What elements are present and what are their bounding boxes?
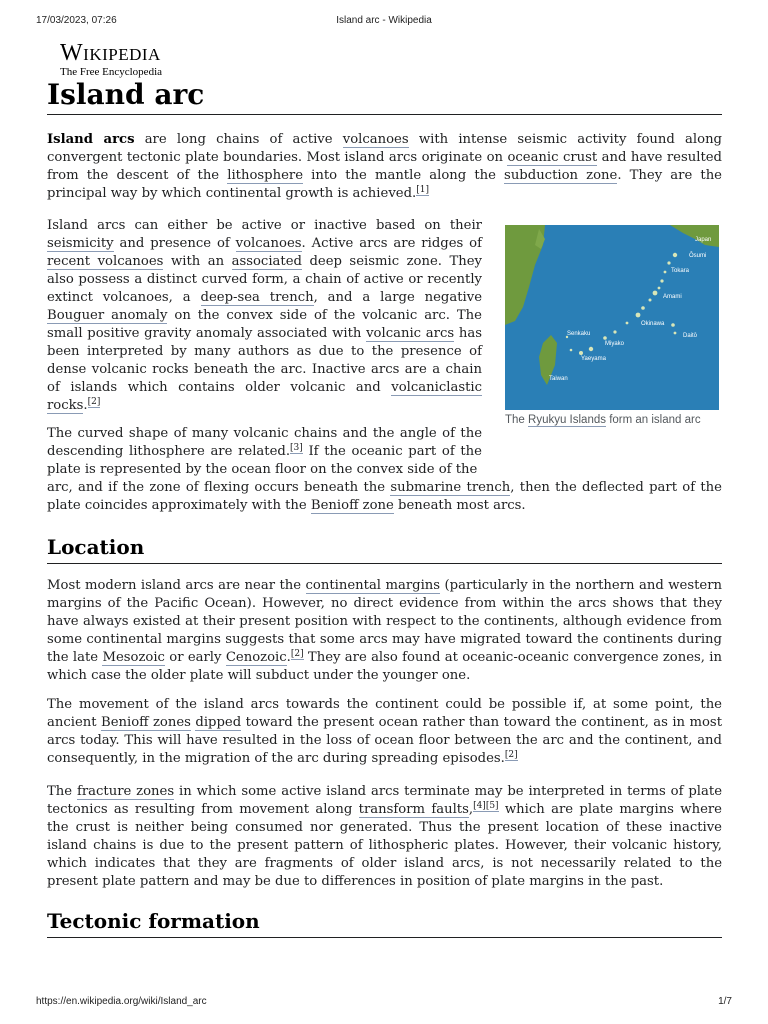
section-heading-location: Location (47, 535, 145, 559)
text: , and a large negative (313, 290, 483, 305)
link-transform-faults[interactable]: transform faults (358, 802, 469, 817)
logo-tagline: The Free Encyclopedia (60, 66, 163, 78)
citation-2b[interactable] (291, 649, 304, 660)
text: (particularly in the northern and western margins of the Pacific Ocean). However, no direct evidence from within the arcs shows that they have always existed at their present position with respect to the continents, although evidence from some continental margins suggests that some arcs may have migrated toward the continents during the late (47, 578, 722, 665)
map-label-osumi: Ōsumi (689, 253, 707, 259)
map-label-taiwan: Taiwan (549, 376, 568, 382)
text: and presence of (113, 236, 236, 251)
text: Island arcs can either be active or inactive based on their (47, 218, 482, 233)
link-volcaniclastic-rocks[interactable]: volcaniclastic rocks (47, 380, 482, 413)
link-bouguer-anomaly[interactable]: Bouguer anomaly (47, 308, 168, 323)
link-benioff-zones[interactable]: Benioff zones (101, 715, 191, 730)
text: and have resulted from the descent of the (47, 150, 722, 183)
link-cenozoic[interactable]: Cenozoic (225, 650, 287, 665)
wikipedia-logo[interactable] (60, 42, 210, 79)
text: . (83, 398, 88, 413)
page-title: Island arc (47, 78, 205, 111)
section-heading-tectonic-formation: Tectonic formation (47, 909, 260, 933)
link-subduction-zone[interactable]: subduction zone (504, 168, 618, 183)
map-label-okinawa: Okinawa (641, 321, 665, 327)
citation-4[interactable] (473, 801, 486, 812)
lead-term: Island arcs (47, 132, 135, 147)
citation-link[interactable]: [2] (290, 648, 304, 659)
citation-link[interactable]: [2] (504, 749, 518, 760)
map-label-yaeyama: Yaeyama (581, 356, 606, 362)
citation-link[interactable]: [2] (87, 396, 101, 407)
text: with an (163, 254, 232, 269)
curvature-paragraph (47, 425, 482, 479)
ryukyu-map-figure (505, 225, 719, 428)
citation-link[interactable]: [4] (473, 800, 486, 811)
text: with intense seismic activity found along convergent tectonic plate boundaries. Most island arcs originate on (47, 132, 723, 165)
page-number: 1/7 (718, 996, 732, 1007)
print-datetime: 17/03/2023, 07:26 (36, 15, 117, 26)
text: , (468, 802, 474, 817)
link-dipped[interactable]: dipped (195, 715, 242, 730)
title-divider (47, 114, 722, 115)
link-seismicity[interactable]: seismicity (47, 236, 114, 251)
curvature-paragraph-continued (47, 479, 722, 515)
citation-link[interactable]: [3] (290, 442, 303, 453)
text: or early (164, 650, 226, 665)
text: The (505, 414, 529, 426)
text: The movement of the island arcs towards the continent could be possible if, at some point, the ancient (47, 697, 722, 730)
link-recent-volcanoes[interactable]: recent volcanoes (47, 254, 164, 269)
logo-wordmark: Wikipedia (60, 40, 161, 66)
text: , then the deflected part of the plate coincides approximately with the (47, 480, 722, 513)
link-deep-sea-trench[interactable]: deep-sea trench (200, 290, 314, 305)
location-paragraph-3 (47, 783, 722, 891)
text: on the convex side of the volcanic arc. The small positive gravity anomaly associated with (47, 308, 482, 341)
link-volcanoes-2[interactable]: volcanoes (235, 236, 302, 251)
text: The (47, 784, 77, 799)
text: in which some active island arcs terminate may be interpreted in terms of plate tectonics as resulting from movement along (47, 784, 722, 817)
link-benioff-zone[interactable]: Benioff zone (310, 498, 394, 513)
map-label-amami: Amami (663, 294, 682, 300)
link-lithosphere[interactable]: lithosphere (227, 168, 304, 183)
citation-1[interactable] (416, 185, 429, 196)
citation-link[interactable]: [1] (416, 184, 429, 195)
text: . They are the principal way by which continental growth is achieved. (47, 168, 722, 201)
citation-link[interactable]: [5] (485, 800, 499, 811)
citation-5[interactable] (486, 801, 499, 812)
link-ryukyu-islands[interactable]: Ryukyu Islands (528, 414, 606, 426)
text: are long chains of active (134, 132, 343, 147)
text: The curved shape of many volcanic chains and the angle of the descending lithosphere are related. (47, 426, 482, 459)
link-associated[interactable]: associated (231, 254, 302, 269)
ryukyu-map[interactable] (505, 225, 719, 410)
link-oceanic-crust[interactable]: oceanic crust (507, 150, 598, 165)
map-label-daito: Daitō (683, 333, 698, 339)
activity-paragraph (47, 217, 482, 415)
text: If the oceanic part of the plate is represented by the ocean floor on the convex side of the (47, 444, 482, 477)
map-label-miyako: Miyako (605, 341, 625, 347)
text: They are also found at oceanic-oceanic convergence zones, in which case the older plate will subduct under the younger one. (47, 650, 722, 683)
location-paragraph-2 (47, 696, 722, 768)
text: has been interpreted by many authors as due to the presence of dense volcanic rocks beneath the arc. Inactive arcs are a chain of islands which contains older volcanic and (47, 326, 482, 395)
map-label-tokara: Tokara (671, 268, 690, 274)
citation-2c[interactable] (505, 750, 518, 761)
link-continental-margins[interactable]: continental margins (305, 578, 441, 593)
location-paragraph-1 (47, 577, 722, 685)
text: toward the present ocean rather than toward the continent, as in most arcs today. This will have resulted in the loss of ocean floor between the arc and the continent, and consequently, in the migration of the arc during spreading episodes. (47, 715, 723, 766)
text: . (286, 650, 291, 665)
print-footer (0, 996, 768, 1012)
text: form an island arc (606, 414, 701, 426)
map-label-japan: Japan (695, 237, 712, 243)
link-volcanoes[interactable]: volcanoes (342, 132, 409, 147)
text: beneath most arcs. (393, 498, 526, 513)
text: arc, and if the zone of flexing occurs beneath the (47, 480, 391, 495)
link-fracture-zones[interactable]: fracture zones (76, 784, 175, 799)
text: into the mantle along the (303, 168, 505, 183)
link-submarine-trench[interactable]: submarine trench (390, 480, 511, 495)
link-volcanic-arcs[interactable]: volcanic arcs (366, 326, 455, 341)
text: . Active arcs are ridges of (301, 236, 483, 251)
figure-caption (505, 412, 719, 428)
map-label-senkaku: Senkaku (567, 331, 591, 337)
page-url: https://en.wikipedia.org/wiki/Island_arc (36, 996, 207, 1007)
print-page-title: Island arc - Wikipedia (336, 15, 432, 26)
citation-2[interactable] (88, 397, 101, 408)
print-header (0, 15, 768, 31)
text: which are plate margins where the crust is neither being consumed nor generated. Thus the present location of these inactive island chains is due to the present pattern of lithospheric plates. However, their volcanic history, which indicates that they are fragments of older island arcs, is not necessarily related to the present plate pattern and may be due to differences in position of plate margins in the past. (47, 802, 722, 889)
citation-3[interactable] (290, 443, 303, 454)
text: Most modern island arcs are near the (47, 578, 306, 593)
section-divider (47, 937, 722, 938)
intro-paragraph (47, 131, 722, 203)
link-mesozoic[interactable]: Mesozoic (102, 650, 165, 665)
section-divider (47, 563, 722, 564)
text: deep seismic zone. They also possess a distinct curved form, a chain of active or recently extinct volcanoes, a (47, 254, 482, 305)
